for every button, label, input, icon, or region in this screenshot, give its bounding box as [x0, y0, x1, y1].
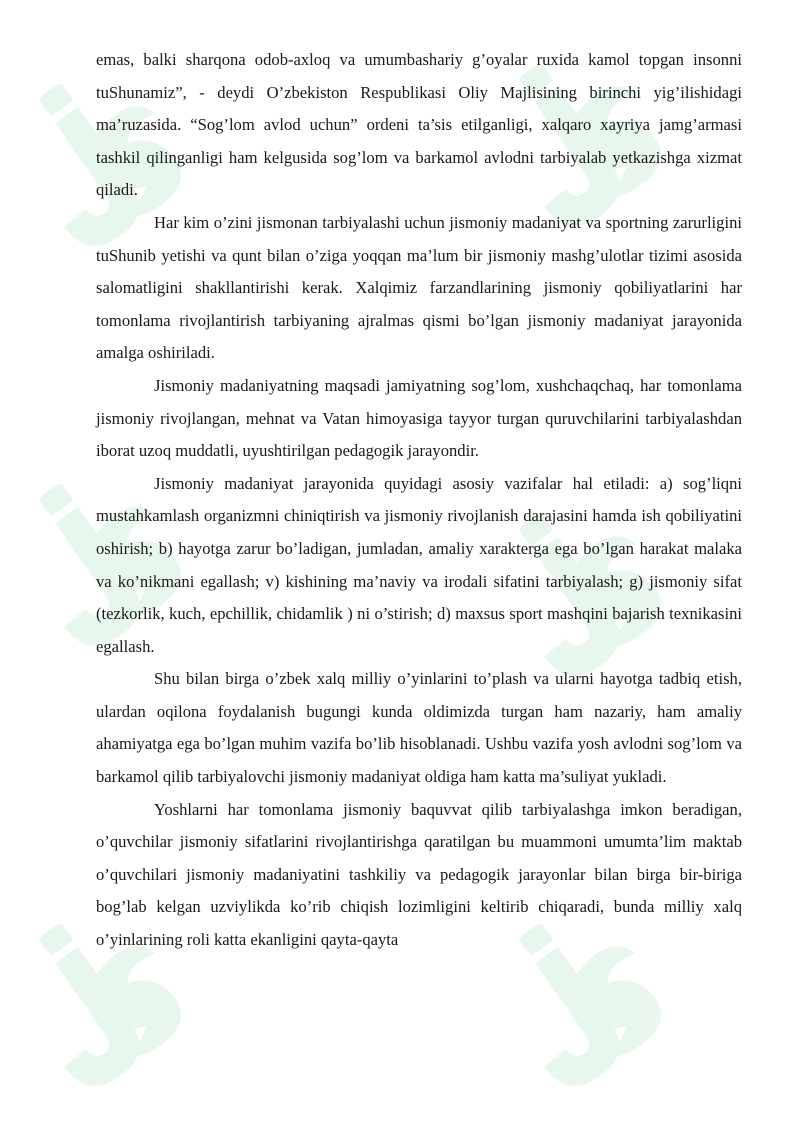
paragraph-continued: emas, balki sharqona odob-axloq va umumbashariy g’oyalar ruxida kamol topgan insonni tuShunamiz”, - deydi O’zbekiston Respublikasi Oliy Majlisining birinchi yig’ilishidagi ma’ruzasida. “Sog’lom avlod uchun” ordeni ta’sis etilganligi, xalqaro xayriya jamg’armasi tashkil qilinganligi ham kelgusida sog’lom va barkamol avlodni tarbiyalab yetkazishga xizmat qiladi. [96, 50, 742, 200]
paragraph: Shu bilan birga o’zbek xalq milliy o’yinlarini to’plash va ularni hayotga tadbiq etish, ulardan oqilona foydalanish bugungi kunda oldimizda turgan ham nazariy, ham amaliy ahamiyatga ega bo’lgan muhim vazifa bo’lib hisoblanadi. Ushbu vazifa yosh avlodni sog’lom va barkamol qilib tarbiyalovchi jismoniy madaniyat oldiga ham katta ma’suliyat yukladi. [96, 669, 742, 787]
paragraph: Har kim o’zini jismonan tarbiyalashi uchun jismoniy madaniyat va sportning zarurligini tuShunib yetishi va qunt bilan o’ziga yoqqan ma’lum bir jismoniy mashg’ulotlar tizimi asosida salomatligini shakllantirishi kerak. Xalqimiz farzandlarining jismoniy qobiliyatlarini har tomonlama rivojlantirish tarbiyaning ajralmas qismi bo’lgan jismoniy madaniyat jarayonida amalga oshiriladi. [96, 212, 742, 363]
paragraph: Jismoniy madaniyat jarayonida quyidagi asosiy vazifalar hal etiladi: a) sog’liqni mustahkamlash organizmni chiniqtirish va jismoniy rivojlanish darajasini hamda ish qobiliyatini oshirish; b) hayotga zarur bo’ladigan, jumladan, amaliy xarakterga ega bo’lgan harakat malaka va ko’nikmani egallash; v) kishining ma’naviy va irodali sifatini tarbiyalash; g) jismoniy sifat (tezkorlik, kuch, epchillik, chidamlik ) ni o’stirish; d) maxsus sport mashqini bajarish texnikasini egallash. [96, 473, 742, 656]
document-page [96, 44, 742, 957]
paragraph: Yoshlarni har tomonlama jismoniy baquvvat qilib tarbiyalashga imkon beradigan, o’quvchilar jismoniy sifatlarini rivojlantirishga qaratilgan bu muammoni umumta’lim maktab o’quvchilari jismoniy madaniyatini tashkiliy va pedagogik jarayonlar bilan birga bir-biriga bog’lab kelgan uzviylikda ko’rib chiqish lozimligini keltirib chiqaradi, bunda milliy xalq o’yinlarining roli katta ekanligini qayta-qayta [96, 799, 742, 950]
paragraph: Jismoniy madaniyatning maqsadi jamiyatning sog’lom, xushchaqchaq, har tomonlama jismoniy rivojlangan, mehnat va Vatan himoyasiga tayyor turgan quruvchilarini tarbiyalashdan iborat uzoq muddatli, uyushtirilgan pedagogik jarayondir. [96, 375, 742, 461]
